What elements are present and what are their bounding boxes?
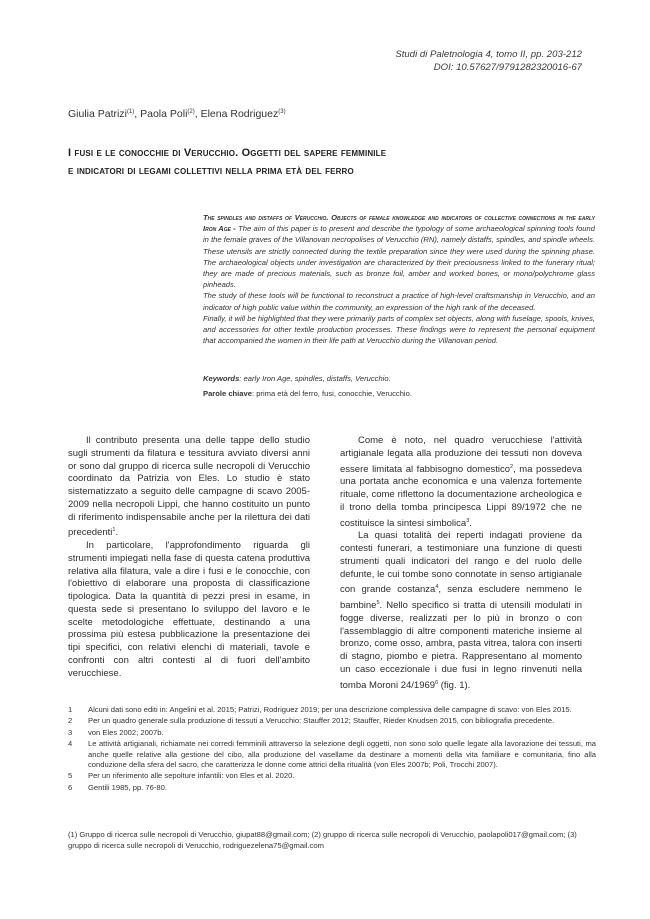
body-paragraph: In particolare, l'approfondimento riguarda gli strumenti impiegati nella fase di questa catena produttiva relativa alla filatura, vale a dire i fusi e le conocchie, con l'obiettivo di elaborare una proposta di classificazione tipologica. Data la quantità di pezzi presi in esame, in questa sede si presentano lo sviluppo del lavoro e le scelte metodologiche effettuate, destinando a una prossima più estesa pubblicazione la presentazione dei tipi specifici, con relativi elenchi di materiali, tavole e confronti con altri contesti al di fuori dell'ambito verucchiese. bbox=[68, 540, 310, 679]
footnote-ref[interactable]: 5 bbox=[376, 600, 380, 606]
body-column-right bbox=[340, 435, 582, 692]
footnote-ref[interactable]: 6 bbox=[435, 679, 439, 686]
body-text: , senza escludere nemmeno le bambine bbox=[340, 584, 582, 611]
footnote bbox=[68, 705, 596, 715]
paper-title-line: I fusi e le conocchie di Verucchio. Oggetti del sapere femminile bbox=[68, 147, 387, 159]
body-paragraph: Il contributo presenta una delle tappe dello studio sugli strumenti da filatura e tessitura avviato diversi anni or sono dal gruppo di ricerca sulle necropoli di Verucchio coordinato da Patrizia von Eles. Lo studio è stato sistematizzato a seguito delle campagne di scavo 2005-2009 nella necropoli Lippi, che hanno costituito un punto di riferimento indispensabile anche per la rilettura dei dati precedenti$^1$. bbox=[68, 435, 310, 539]
footnote bbox=[68, 739, 596, 770]
footnote-number: 1 bbox=[68, 705, 73, 714]
footnote-text: Gentili 1985, pp. 76-80. bbox=[88, 782, 167, 792]
keywords bbox=[203, 374, 595, 383]
footnote-number: 4 bbox=[68, 739, 73, 749]
parole-chiave-label: Parole chiave bbox=[203, 389, 252, 398]
footnote-text: Per un quadro generale sulla produzione di tessuti a Verucchio: Stauffer 2012; Stauffer, Rieder Knudsen 2015, con bibliografia precedente. bbox=[88, 716, 555, 726]
body-text: (fig. 1). bbox=[438, 679, 471, 691]
journal-header bbox=[395, 48, 582, 74]
footnote-number: 3 bbox=[68, 727, 73, 737]
journal-citation: Studi di Paletnologia 4, tomo II, pp. 203-212 bbox=[395, 49, 582, 60]
footnote-ref[interactable]: 3 bbox=[466, 517, 470, 524]
footnote bbox=[68, 771, 596, 781]
parole-chiave-text: : prima età del ferro, fusi, conocchie, Verucchio. bbox=[251, 389, 412, 398]
body-column-left bbox=[68, 435, 310, 680]
abstract bbox=[203, 212, 595, 346]
footnote-number: 5 bbox=[68, 771, 73, 781]
author-mark: (2) bbox=[187, 109, 195, 115]
author-mark: (1) bbox=[126, 109, 135, 115]
paper-title-line: e indicatori di legami collettivi nella prima età del ferro bbox=[68, 165, 354, 177]
body-text: . bbox=[469, 517, 472, 529]
footnote-ref[interactable]: 2 bbox=[510, 463, 514, 470]
author-name: Paola Poli bbox=[140, 108, 188, 120]
abstract-paragraph: The study of these tools will be functional to reconstruct a practice of high-level craftsmanship in Verucchio, and an indicator of high public value within the community, an expression of the high rank of the deceased. bbox=[203, 291, 595, 312]
footnote-text: Alcuni dati sono editi in: Angelini et al. 2015; Patrizi, Rodriguez 2019; per una descrizione complessiva delle campagne di scavo: von Eles 2015. bbox=[88, 705, 572, 714]
footnote-text: Le attività artigianali, richiamate nei corredi femminili attraverso la selezione degli oggetti, non sono solo quelle legate alla lavorazione dei tessuti, ma anche quelle relative alla gestione del cibo, alla produzione del vasellame da destinare a momenti della vita familiare e comunitaria, fino alla conduzione della sfera del sacro, che caratterizza le donne come attrici della ritualità (von Eles 2007b; Poli, Trocchi 2007). bbox=[88, 739, 596, 770]
footnote-number: 6 bbox=[68, 782, 73, 792]
paper-title bbox=[68, 144, 568, 180]
author-name: Giulia Patrizi bbox=[68, 108, 127, 120]
footnote-text: von Eles 2002; 2007b. bbox=[88, 727, 164, 737]
abstract-title: The spindles and distaffs of Verucchio. Objects of female knowledge and indicators of collective connections in the early Iron Age - bbox=[203, 213, 595, 234]
body-text: La quasi totalità dei reperti indagati proviene da contesti funerari, a testimoniare una funzione di questi strumenti quali indicatori del rango e del ruolo delle defunte, le cui tombe sono connotate in senso artigianale con grande costanza bbox=[340, 530, 582, 596]
footnote bbox=[68, 716, 596, 726]
author-list: Giulia Patrizi$^{(1)}$, Paola Poli$^{(2)}$, Elena Rodriguez$^{(3)}$ bbox=[68, 108, 286, 120]
footnotes bbox=[68, 705, 596, 794]
footnote-text: Per un riferimento alle sepolture infantili: von Eles et al. 2020. bbox=[88, 771, 295, 781]
abstract-paragraph bbox=[203, 212, 595, 290]
author-mark: (3) bbox=[278, 109, 286, 115]
footnote-ref[interactable]: 1 bbox=[112, 527, 116, 534]
abstract-paragraph: Finally, it will be highlighted that they were primarily parts of complex set objects, along with fuselage, spools, knives, and accessories for other textile production processes. These findings were to represent the personal equipment that accompanied the women in their life path at Verucchio during the Villanovan period. bbox=[203, 313, 595, 346]
footnote bbox=[68, 728, 596, 738]
journal-doi: DOI: 10.57627/9791282320016-67 bbox=[433, 62, 582, 73]
body-text: , ma possedeva una portata anche economica e una valenza fortemente rituale, come riflettono la documentazione archeologica e il trono della tomba principesca Lippi 89/1972 che ne costituisce la sintesi simbolica bbox=[340, 463, 582, 529]
keywords-text: : early Iron Age, spindles, distaffs, Verucchio. bbox=[239, 374, 391, 383]
abstract-text: The aim of this paper is to present and describe the typology of some archaeological spinning tools found in the female graves of the Villanovan necropolises of Verucchio (RN), namely distaffs, spindles, and spindle wheels. These utensils are strictly connected during the textile preparation since they were used during the spinning phase. The archaeological objects under investigation are characterized by their preciousness linked to the funerary ritual; they are made of precious materials, such as bronze foil, amber and worked bones, or mono/polychrome glass pinheads. bbox=[203, 224, 595, 290]
author-name: Elena Rodriguez bbox=[200, 108, 279, 120]
footnote-ref[interactable]: 4 bbox=[435, 584, 439, 591]
body-text: . Nello specifico si tratta di utensili modulati in fogge diverse, realizzati per lo più in bronzo o con l'assemblaggio di altre componenti materiche insieme al bronzo, come osso, ambra, pasta vitrea, talora con inserti di stagno, piombo e pietra. Rappresentano al momento un caso eccezionale i due fusi in legno rinvenuti nella tomba Moroni 24/1969 bbox=[340, 600, 582, 691]
footnote-number: 2 bbox=[68, 716, 73, 726]
footnote bbox=[68, 783, 596, 793]
body-paragraph bbox=[340, 435, 582, 530]
body-paragraph bbox=[340, 530, 582, 692]
author-affiliations: (1) Gruppo di ricerca sulle necropoli di Verucchio, giupat88@gmail.com; (2) gruppo di ricerca sulle necropoli di Verucchio, paolapoli017@gmail.com; (3) gruppo di ricerca sulle necropoli di Verucchio, rodriguezelena75@gmail.com bbox=[68, 830, 577, 850]
parole-chiave bbox=[203, 389, 595, 398]
body-text: Il contributo presenta una delle tappe dello studio sugli strumenti da filatura e tessitura avviato diversi anni or sono dal gruppo di ricerca sulle necropoli di Verucchio coordinato da Patrizia von Eles. Lo studio è stato sistematizzato a seguito delle campagne di scavo 2005-2009 nella necropoli Lippi, che hanno costituito un punto di riferimento indispensabile anche per la rilettura dei dati precedenti bbox=[68, 435, 310, 539]
body-text: Come è noto, nel quadro verucchiese l'attività artigianale legata alla produzione dei tessuti non doveva essere limitata al fabbisogno domestico bbox=[340, 435, 582, 475]
keywords-label: Keywords bbox=[203, 374, 240, 383]
